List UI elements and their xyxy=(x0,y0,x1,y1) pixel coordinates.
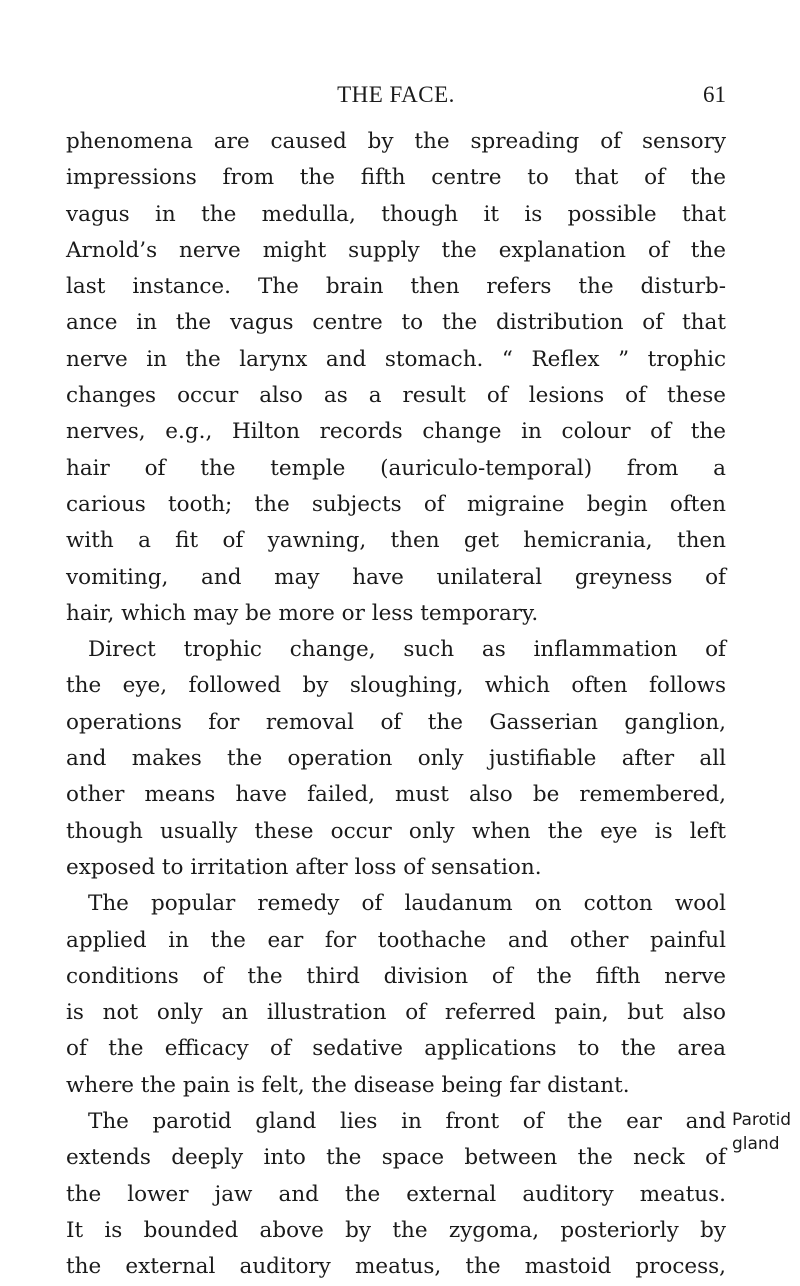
text-line: though usually these occur only when the eye is left xyxy=(66,818,726,844)
margin-note-line: Parotid xyxy=(732,1110,792,1130)
running-head xyxy=(66,82,726,112)
paragraph-first-line: Direct trophic change, such as inflammation of xyxy=(88,637,726,663)
margin-note xyxy=(732,1108,791,1156)
text-line: with a fit of yawning, then get hemicrania, then xyxy=(66,528,726,554)
text-line: hair of the temple (auriculo-temporal) from a xyxy=(66,455,726,481)
text-line: nerves, e.g., Hilton records change in colour of the xyxy=(66,419,726,445)
text-line: nerve in the larynx and stomach. “ Reflex ” trophic xyxy=(66,346,726,372)
paragraph-end-line: hair, which may be more or less temporary. xyxy=(66,600,539,626)
text-line: vagus in the medulla, though it is possible that xyxy=(66,201,726,227)
text-line: other means have failed, must also be remembered, xyxy=(66,782,726,808)
text-line: extends deeply into the space between the neck of xyxy=(66,1145,726,1171)
text-line: the eye, followed by sloughing, which often follows xyxy=(66,673,726,699)
text-line: conditions of the third division of the fifth nerve xyxy=(66,963,726,989)
text-line: It is bounded above by the zygoma, posteriorly by xyxy=(66,1217,726,1243)
text-line: and makes the operation only justifiable after all xyxy=(66,746,726,772)
text-line: phenomena are caused by the spreading of sensory xyxy=(66,129,726,154)
body-text xyxy=(66,124,726,1286)
text-line: last instance. The brain then refers the disturb- xyxy=(66,274,726,300)
paragraph-end-line: exposed to irritation after loss of sensation. xyxy=(66,854,542,880)
paragraph-first-line: The popular remedy of laudanum on cotton wool xyxy=(88,891,726,917)
text-line: ance in the vagus centre to the distribution of that xyxy=(66,310,726,336)
text-line: operations for removal of the Gasserian ganglion, xyxy=(66,709,726,735)
page-title: THE FACE. xyxy=(337,82,455,107)
paragraph-end-line: where the pain is felt, the disease being far distant. xyxy=(66,1072,630,1098)
text-line: applied in the ear for toothache and other painful xyxy=(66,927,726,953)
paragraph-first-line: The parotid gland lies in front of the ear and xyxy=(88,1109,726,1135)
margin-note-line: gland xyxy=(732,1134,780,1154)
text-line: the external auditory meatus, the mastoid process, xyxy=(66,1254,726,1280)
text-line: changes occur also as a result of lesions of these xyxy=(66,383,726,409)
text-line: the lower jaw and the external auditory meatus. xyxy=(66,1181,726,1207)
text-line: impressions from the fifth centre to that of the xyxy=(66,165,726,191)
text-line: vomiting, and may have unilateral greyness of xyxy=(66,564,726,590)
page-number: 61 xyxy=(703,82,726,107)
text-line: of the efficacy of sedative applications to the area xyxy=(66,1036,726,1062)
text-line: carious tooth; the subjects of migraine begin often xyxy=(66,491,726,517)
text-line: is not only an illustration of referred pain, but also xyxy=(66,1000,726,1026)
text-line: Arnold’s nerve might supply the explanation of the xyxy=(66,237,726,263)
